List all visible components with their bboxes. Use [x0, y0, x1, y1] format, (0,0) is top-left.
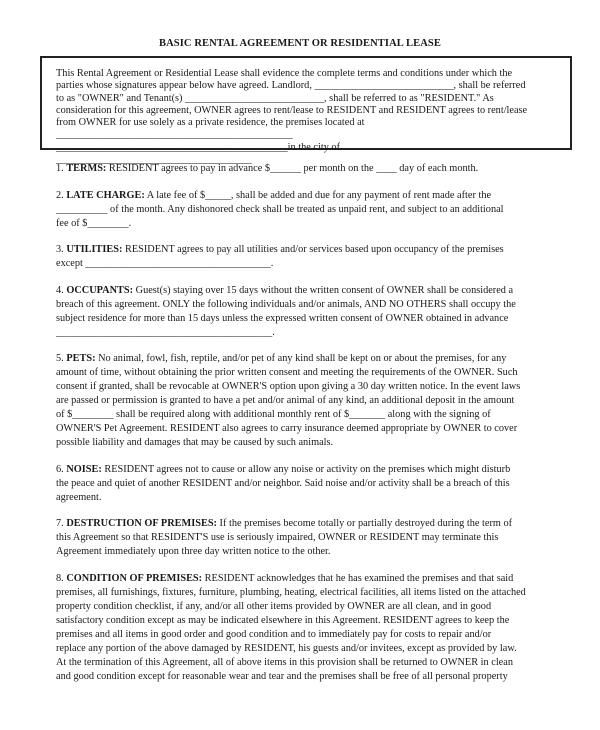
section-number: 3. [56, 244, 64, 255]
section-line: If the premises become totally or partially destroyed during the term of [216, 518, 513, 529]
section-heading: LATE CHARGE: [66, 189, 145, 201]
section-line: this Agreement so that RESIDENT'S use is seriously impaired, OWNER or RESIDENT may terminate this [56, 532, 499, 543]
section-line: consent if granted, shall be revocable at OWNER'S option upon giving a 30 day written notice. In the event laws [56, 381, 521, 392]
section-number: 4. [56, 284, 64, 296]
intro-line: from OWNER for use solely as a private residence, the premises located at [56, 117, 365, 129]
section-destruction-of-premises [56, 517, 566, 559]
section-line: premises and all items in good order and good condition and to immediately pay for costs to repair and/or [56, 628, 492, 640]
section-noise [56, 463, 566, 505]
section-line: premises, all furnishings, fixtures, furniture, plumbing, heating, electrical facilities, all items listed on the attached [56, 586, 526, 598]
section-heading: NOISE: [66, 463, 102, 475]
section-number: 8. [56, 572, 64, 584]
section-number: 1. [56, 163, 64, 174]
section-line: __________ of the month. Any dishonored check shall be treated as unpaid rent, and subject to an additional [56, 203, 504, 215]
section-line: No animal, fowl, fish, reptile, and/or pet of any kind shall be kept on or about the premises, for any [95, 353, 507, 364]
section-utilities [56, 243, 566, 271]
intro-line: consideration for this agreement, OWNER agrees to rent/lease to RESIDENT and RESIDENT agrees to rent/lease [56, 104, 528, 116]
section-line: replace any portion of the above damaged by RESIDENT, his guests and/or invitees, except as provided by law. [56, 642, 517, 654]
section-line: Guest(s) staying over 15 days without the written consent of OWNER shall be considered a [133, 284, 514, 296]
section-line: fee of $________. [56, 217, 132, 229]
lease-sections [56, 162, 566, 696]
section-line: Agreement immediately upon three day written notice to the other. [56, 546, 331, 557]
section-late-charge [56, 189, 566, 231]
intro-line: ______________________________________________ [56, 129, 293, 141]
intro-text [56, 68, 556, 166]
section-line: of $________ shall be required along with additional monthly rent of $_______ along with the signing of [56, 409, 491, 420]
section-line: are passed or permission is granted to have a pet and/or animal of any kind, an additional deposit in the amount [56, 395, 515, 406]
section-number: 2. [56, 189, 64, 201]
intro-line: parties whose signatures appear below have agreed. Landlord, ___________________________, shall be referred [56, 80, 526, 92]
section-line: RESIDENT agrees to pay all utilities and/or services based upon occupancy of the premises [122, 244, 504, 255]
section-number: 7. [56, 518, 64, 529]
section-line: breach of this agreement. ONLY the following individuals and/or animals, AND NO OTHERS shall occupy the [56, 298, 516, 310]
section-occupants [56, 284, 566, 340]
section-heading: DESTRUCTION OF PREMISES: [66, 518, 217, 529]
section-line: amount of time, without obtaining the prior written consent and meeting the requirements of the OWNER. Such [56, 367, 518, 378]
section-line: possible liability and damages that may be caused by such animals. [56, 437, 334, 448]
section-line: OWNER'S Pet Agreement. RESIDENT also agrees to carry insurance deemed appropriate by OWNER to cover [56, 423, 518, 434]
section-line: __________________________________________. [56, 326, 275, 338]
section-line: satisfactory condition except as may be indicated elsewhere in this Agreement. RESIDENT agrees to keep the [56, 614, 510, 626]
section-number: 6. [56, 463, 64, 475]
section-terms [56, 162, 566, 176]
intro-line: ______________________________________ [56, 154, 252, 166]
section-heading: TERMS: [66, 163, 107, 174]
section-line: RESIDENT acknowledges that he has examined the premises and that said [202, 572, 514, 584]
section-heading: OCCUPANTS: [66, 284, 134, 296]
section-pets [56, 352, 566, 450]
section-number: 5. [56, 353, 64, 364]
section-line: the peace and quiet of another RESIDENT and/or neighbor. Said noise and/or activity shall be a breach of this [56, 477, 510, 489]
section-line: except ____________________________________. [56, 258, 274, 269]
section-heading: PETS: [66, 353, 96, 364]
intro-box [40, 56, 572, 166]
section-heading: CONDITION OF PREMISES: [66, 572, 203, 584]
section-line: A late fee of $_____, shall be added and due for any payment of rent made after the [144, 189, 492, 201]
section-line: property condition checklist, if any, and/or all other items provided by OWNER are all clean, and in good [56, 600, 492, 612]
intro-line: to as "OWNER" and Tenant(s) ___________________________, shall be referred to as "RESIDENT." As [56, 92, 494, 104]
section-line: RESIDENT agrees not to cause or allow any noise or activity on the premises which might disturb [101, 463, 511, 475]
document-title: BASIC RENTAL AGREEMENT OR RESIDENTIAL LEASE [159, 38, 441, 49]
section-line: subject residence for more than 15 days unless the expressed written consent of OWNER obtained in advance [56, 312, 509, 324]
intro-line: _____________________________________________in the city of [56, 141, 341, 153]
section-heading: UTILITIES: [66, 244, 123, 255]
section-line: and good condition except for reasonable wear and tear and the premises shall be free of all personal property [56, 670, 508, 682]
section-line: At the termination of this Agreement, all of above items in this provision shall be returned to OWNER in clean [56, 656, 513, 668]
section-condition-of-premises [56, 572, 566, 684]
intro-line: This Rental Agreement or Residential Lease shall evidence the complete terms and conditions under which the [56, 68, 513, 79]
section-line: RESIDENT agrees to pay in advance $______ per month on the ____ day of each month. [106, 163, 479, 174]
section-line: agreement. [56, 491, 102, 503]
